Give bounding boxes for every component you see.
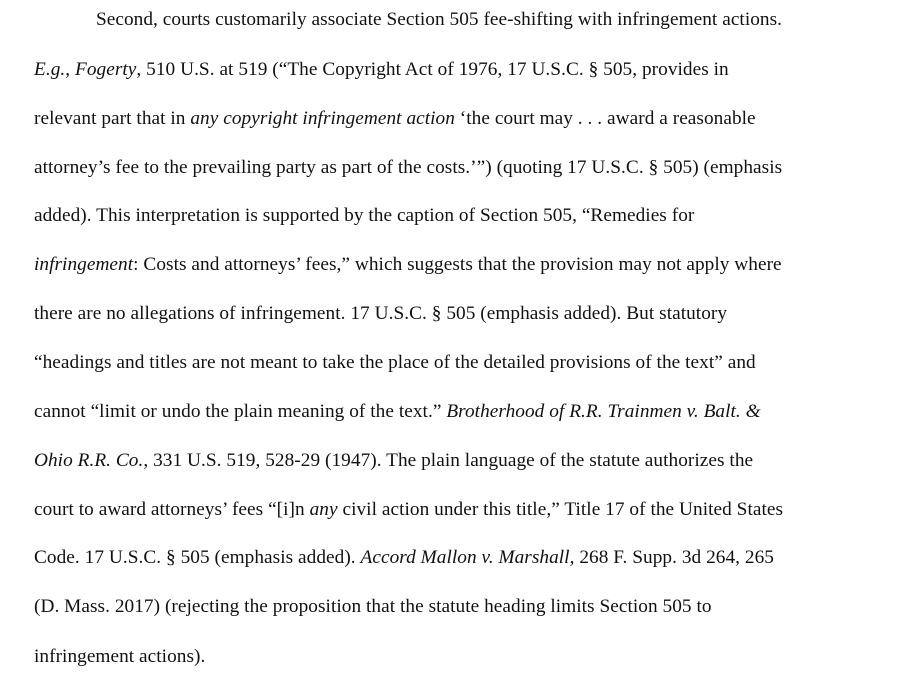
line-text: infringement actions). — [34, 646, 206, 667]
paragraph-line-5 — [34, 204, 694, 228]
line-text: Second, courts customarily associate Section 505 fee-shifting with infringement actions. — [96, 9, 783, 30]
emphasis-italic: any copyright infringement action — [190, 108, 455, 129]
paragraph-line-8 — [34, 351, 756, 375]
paragraph-line-6 — [34, 253, 782, 277]
paragraph-line-12 — [34, 546, 774, 570]
line-text: : Costs and attorneys’ fees,” which suggests that the provision may not apply where — [133, 254, 782, 275]
line-text: court to award attorneys’ fees “[i]n — [34, 499, 310, 520]
case-name-italic: Accord Mallon v. Marshall — [360, 547, 570, 568]
line-text: relevant part that in — [34, 108, 191, 129]
emphasis-italic: infringement — [34, 254, 134, 275]
paragraph-line-1 — [96, 8, 782, 32]
paragraph-line-7 — [34, 302, 727, 326]
line-text: added). This interpretation is supported by the caption of Section 505, “Remedies for — [34, 205, 695, 226]
case-name-italic: Brotherhood of R.R. Trainmen v. Balt. & — [446, 401, 761, 422]
line-text: cannot “limit or undo the plain meaning of the text.” — [34, 401, 447, 422]
paragraph-line-4 — [34, 156, 782, 180]
line-text: “headings and titles are not meant to take the place of the detailed provisions of the text” and — [34, 352, 756, 373]
line-text: (D. Mass. 2017) (rejecting the proposition that the statute heading limits Section 505 to — [34, 596, 712, 617]
line-text: there are no allegations of infringement. 17 U.S.C. § 505 (emphasis added). But statutory — [34, 303, 728, 324]
case-name-italic: Fogerty — [75, 59, 137, 80]
paragraph-line-2 — [34, 58, 729, 82]
paragraph-line-13 — [34, 595, 712, 619]
case-signal-italic: E.g. — [34, 59, 66, 80]
line-text: , — [65, 59, 76, 80]
paragraph-line-3 — [34, 107, 756, 131]
line-text: , 510 U.S. at 519 (“The Copyright Act of 1976, 17 U.S.C. § 505, provides in — [136, 59, 729, 80]
paragraph-line-10 — [34, 449, 753, 473]
paragraph-line-14 — [34, 645, 205, 669]
line-text: , 268 F. Supp. 3d 264, 265 — [569, 547, 774, 568]
line-text: ‘the court may . . . award a reasonable — [454, 108, 756, 129]
line-text: civil action under this title,” Title 17 of the United States — [337, 499, 784, 520]
emphasis-italic: any — [309, 499, 338, 520]
line-text: attorney’s fee to the prevailing party as part of the costs.’”) (quoting 17 U.S.C. § 505) (emphasis — [34, 157, 783, 178]
paragraph-line-9 — [34, 400, 761, 424]
line-text: , 331 U.S. 519, 528-29 (1947). The plain language of the statute authorizes the — [143, 450, 754, 471]
case-name-italic: Ohio R.R. Co. — [34, 450, 144, 471]
paragraph-line-11 — [34, 498, 783, 522]
line-text: Code. 17 U.S.C. § 505 (emphasis added). — [34, 547, 361, 568]
